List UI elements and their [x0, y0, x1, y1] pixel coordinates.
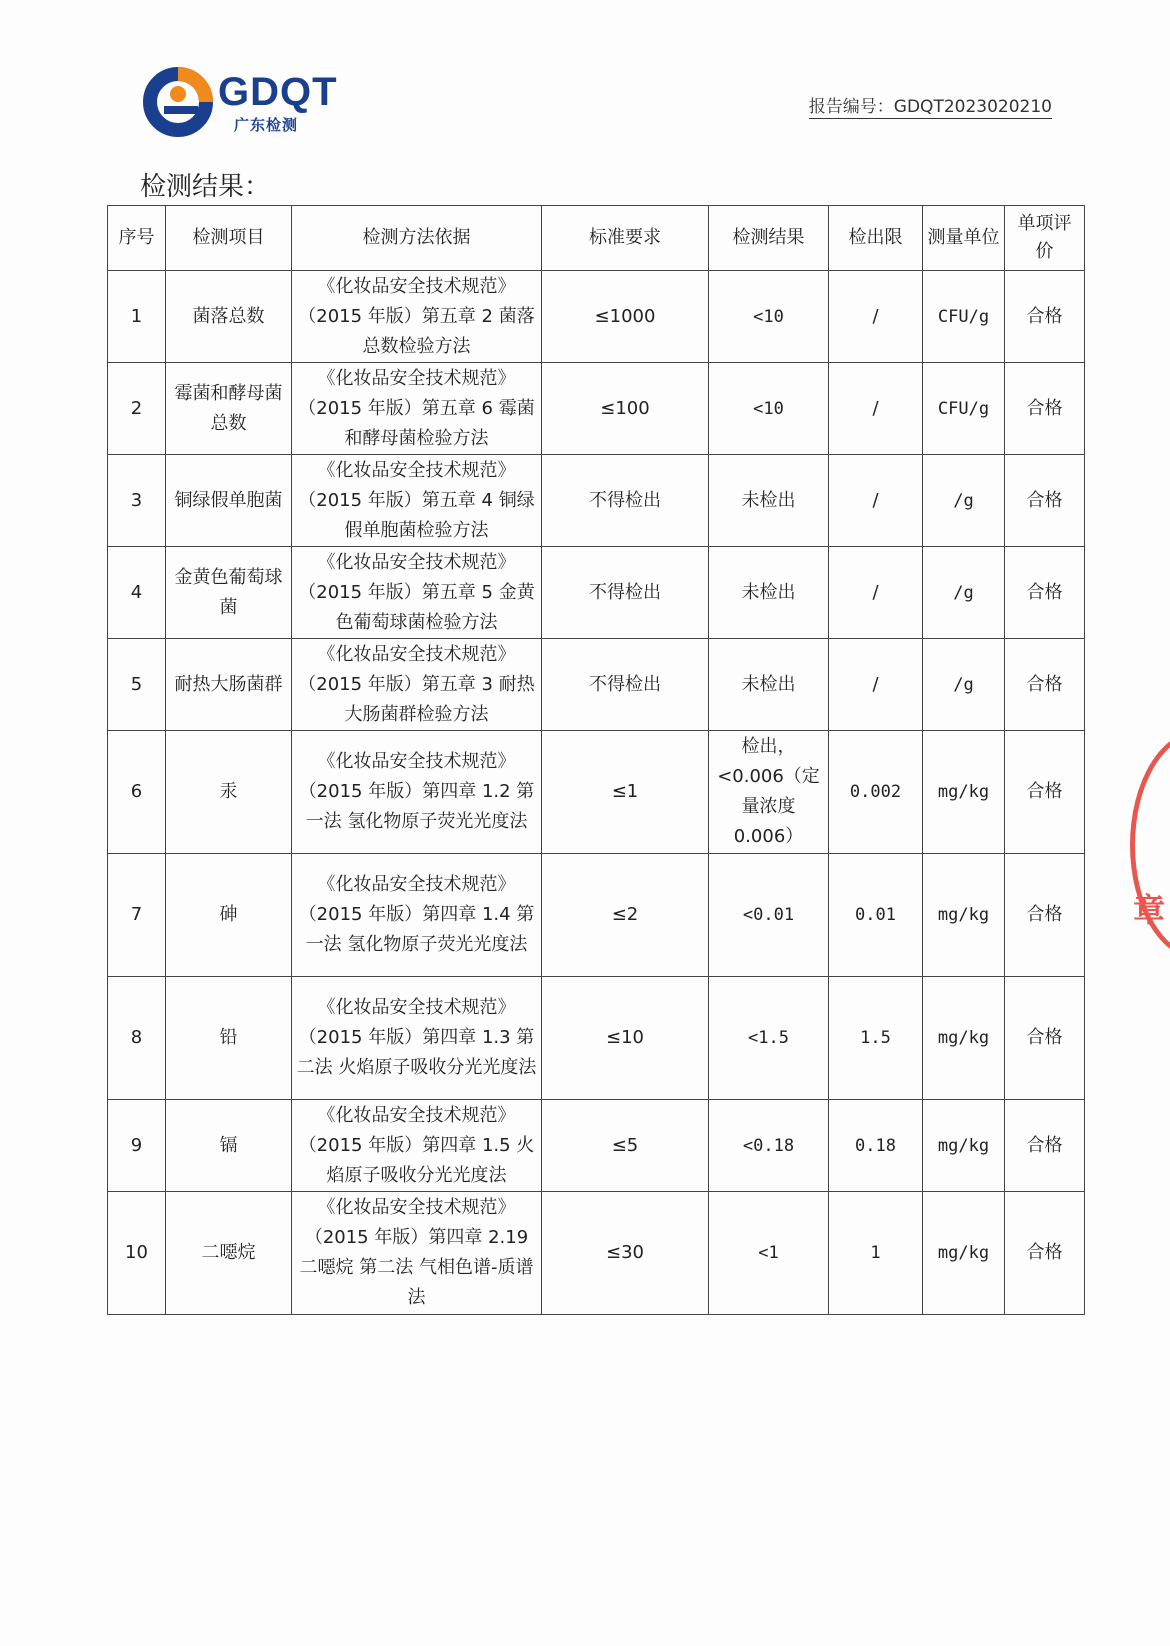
cell-item: 铅 — [166, 977, 292, 1100]
logo-mark-icon — [140, 64, 216, 140]
cell-evaluation: 合格 — [1005, 639, 1085, 731]
cell-standard: 不得检出 — [542, 547, 709, 639]
cell-method: 《化妆品安全技术规范》（2015 年版）第四章 2.19 二噁烷 第二法 气相色谱-质谱法 — [292, 1192, 542, 1315]
cell-standard: ≤100 — [542, 363, 709, 455]
cell-method: 《化妆品安全技术规范》（2015 年版）第五章 5 金黄色葡萄球菌检验方法 — [292, 547, 542, 639]
report-number: 报告编号：GDQT2023020210 — [809, 92, 1052, 119]
col-header-no: 序号 — [108, 206, 166, 271]
logo-subtext: 广东检测 — [234, 116, 299, 134]
cell-standard: ≤5 — [542, 1100, 709, 1192]
cell-result: <1 — [709, 1192, 829, 1315]
cell-standard: ≤1 — [542, 731, 709, 854]
col-header-evaluation: 单项评价 — [1005, 206, 1085, 271]
table-row — [108, 547, 1085, 639]
cell-result: 未检出 — [709, 547, 829, 639]
cell-item: 铜绿假单胞菌 — [166, 455, 292, 547]
cell-unit: mg/kg — [923, 731, 1005, 854]
cell-item: 二噁烷 — [166, 1192, 292, 1315]
cell-limit: 1 — [829, 1192, 923, 1315]
cell-method: 《化妆品安全技术规范》（2015 年版）第五章 2 菌落总数检验方法 — [292, 271, 542, 363]
table-row — [108, 1100, 1085, 1192]
cell-item: 菌落总数 — [166, 271, 292, 363]
cell-limit: / — [829, 271, 923, 363]
cell-evaluation: 合格 — [1005, 363, 1085, 455]
cell-no: 6 — [108, 731, 166, 854]
cell-method: 《化妆品安全技术规范》（2015 年版）第五章 3 耐热大肠菌群检验方法 — [292, 639, 542, 731]
results-table — [107, 205, 1085, 1315]
cell-limit: / — [829, 455, 923, 547]
col-header-item: 检测项目 — [166, 206, 292, 271]
cell-evaluation: 合格 — [1005, 271, 1085, 363]
table-header-row — [108, 206, 1085, 271]
cell-unit: mg/kg — [923, 977, 1005, 1100]
cell-unit: /g — [923, 455, 1005, 547]
cell-no: 9 — [108, 1100, 166, 1192]
cell-item: 霉菌和酵母菌总数 — [166, 363, 292, 455]
col-header-limit: 检出限 — [829, 206, 923, 271]
cell-item: 金黄色葡萄球菌 — [166, 547, 292, 639]
col-header-method: 检测方法依据 — [292, 206, 542, 271]
cell-unit: mg/kg — [923, 854, 1005, 977]
cell-standard: 不得检出 — [542, 639, 709, 731]
cell-evaluation: 合格 — [1005, 1100, 1085, 1192]
cell-standard: ≤30 — [542, 1192, 709, 1315]
gdqt-logo — [140, 64, 350, 140]
cell-unit: CFU/g — [923, 271, 1005, 363]
cell-result: 检出，<0.006（定量浓度 0.006） — [709, 731, 829, 854]
cell-item: 汞 — [166, 731, 292, 854]
cell-evaluation: 合格 — [1005, 455, 1085, 547]
table-row — [108, 271, 1085, 363]
cell-item: 耐热大肠菌群 — [166, 639, 292, 731]
cell-unit: CFU/g — [923, 363, 1005, 455]
logo-text: GDQT — [218, 70, 338, 114]
cell-result: 未检出 — [709, 455, 829, 547]
table-row — [108, 854, 1085, 977]
col-header-standard: 标准要求 — [542, 206, 709, 271]
cell-standard: 不得检出 — [542, 455, 709, 547]
table-row — [108, 731, 1085, 854]
cell-result: <10 — [709, 271, 829, 363]
cell-limit: 1.5 — [829, 977, 923, 1100]
cell-method: 《化妆品安全技术规范》（2015 年版）第五章 6 霉菌和酵母菌检验方法 — [292, 363, 542, 455]
cell-result: 未检出 — [709, 639, 829, 731]
col-header-unit: 测量单位 — [923, 206, 1005, 271]
table-row — [108, 1192, 1085, 1315]
cell-no: 3 — [108, 455, 166, 547]
table-row — [108, 363, 1085, 455]
cell-no: 2 — [108, 363, 166, 455]
cell-evaluation: 合格 — [1005, 547, 1085, 639]
cell-result: <10 — [709, 363, 829, 455]
cell-standard: ≤1000 — [542, 271, 709, 363]
col-header-result: 检测结果 — [709, 206, 829, 271]
cell-evaluation: 合格 — [1005, 731, 1085, 854]
cell-standard: ≤2 — [542, 854, 709, 977]
cell-evaluation: 合格 — [1005, 1192, 1085, 1315]
cell-result: <0.01 — [709, 854, 829, 977]
cell-limit: 0.18 — [829, 1100, 923, 1192]
cell-evaluation: 合格 — [1005, 854, 1085, 977]
red-stamp-seal — [1130, 730, 1170, 960]
table-row — [108, 639, 1085, 731]
cell-unit: mg/kg — [923, 1192, 1005, 1315]
cell-evaluation: 合格 — [1005, 977, 1085, 1100]
cell-unit: /g — [923, 639, 1005, 731]
cell-no: 4 — [108, 547, 166, 639]
cell-unit: /g — [923, 547, 1005, 639]
cell-no: 5 — [108, 639, 166, 731]
cell-no: 10 — [108, 1192, 166, 1315]
cell-result: <0.18 — [709, 1100, 829, 1192]
cell-limit: / — [829, 547, 923, 639]
cell-result: <1.5 — [709, 977, 829, 1100]
cell-method: 《化妆品安全技术规范》（2015 年版）第四章 1.4 第一法 氢化物原子荧光光度法 — [292, 854, 542, 977]
cell-method: 《化妆品安全技术规范》（2015 年版）第四章 1.3 第二法 火焰原子吸收分光光度法 — [292, 977, 542, 1100]
cell-no: 1 — [108, 271, 166, 363]
cell-limit: 0.002 — [829, 731, 923, 854]
cell-no: 8 — [108, 977, 166, 1100]
cell-method: 《化妆品安全技术规范》（2015 年版）第四章 1.2 第一法 氢化物原子荧光光度法 — [292, 731, 542, 854]
cell-standard: ≤10 — [542, 977, 709, 1100]
cell-item: 镉 — [166, 1100, 292, 1192]
cell-limit: / — [829, 363, 923, 455]
cell-no: 7 — [108, 854, 166, 977]
cell-item: 砷 — [166, 854, 292, 977]
table-row — [108, 455, 1085, 547]
cell-unit: mg/kg — [923, 1100, 1005, 1192]
cell-method: 《化妆品安全技术规范》（2015 年版）第五章 4 铜绿假单胞菌检验方法 — [292, 455, 542, 547]
cell-method: 《化妆品安全技术规范》（2015 年版）第四章 1.5 火焰原子吸收分光光度法 — [292, 1100, 542, 1192]
cell-limit: 0.01 — [829, 854, 923, 977]
stamp-text: 章 — [1133, 891, 1166, 929]
section-title: 检测结果： — [140, 172, 271, 202]
table-row — [108, 977, 1085, 1100]
cell-limit: / — [829, 639, 923, 731]
